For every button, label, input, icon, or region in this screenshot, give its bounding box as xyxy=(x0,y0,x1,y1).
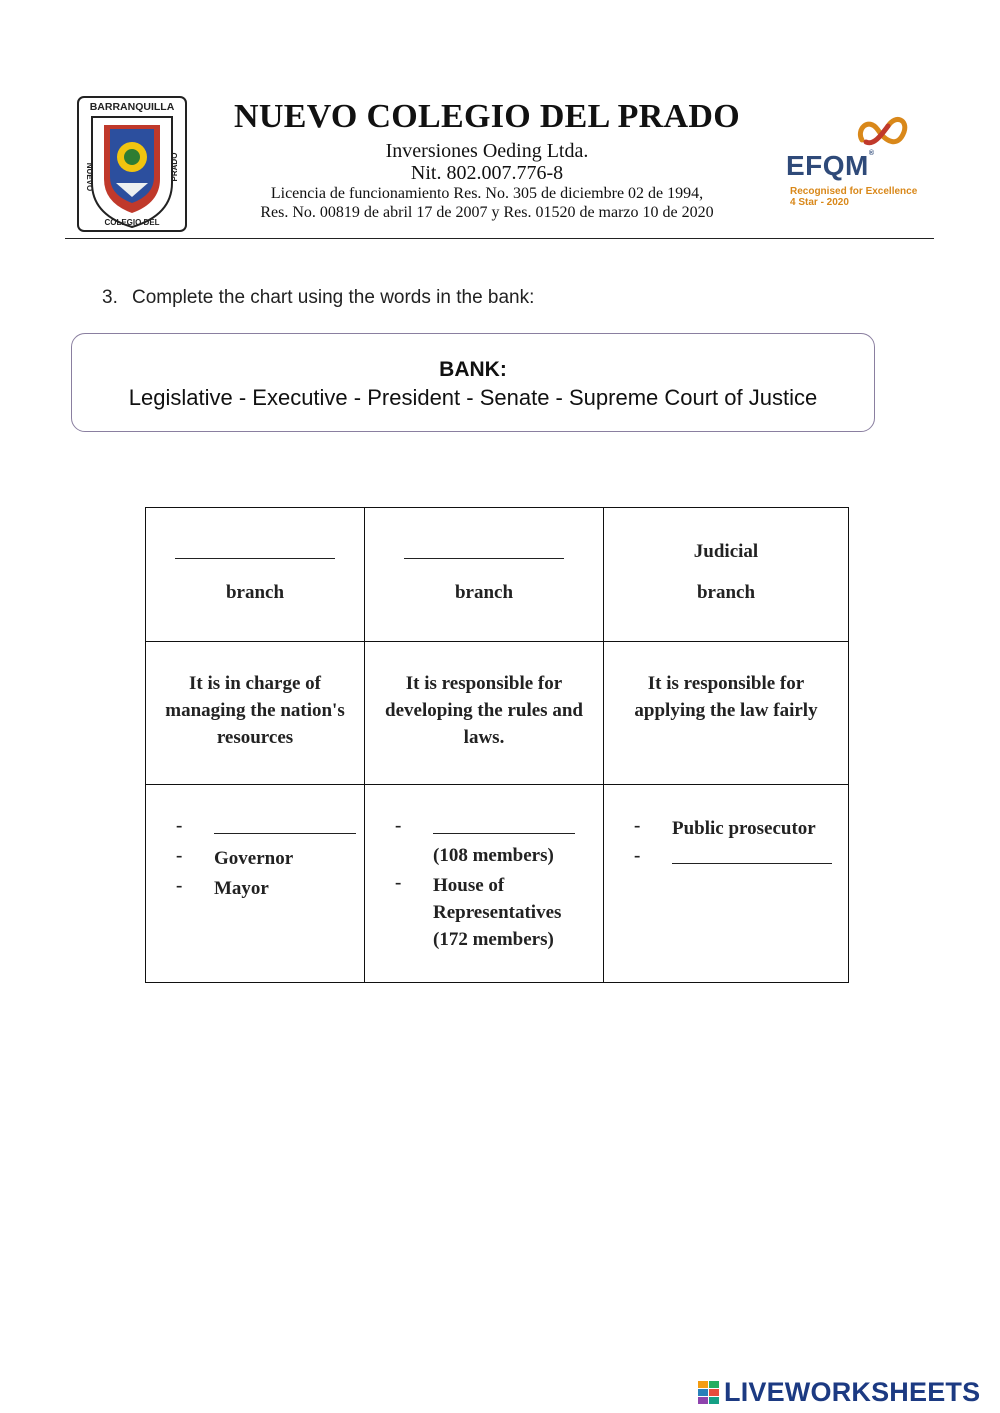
nit-number: Nit. 802.007.776-8 xyxy=(410,162,564,184)
instruction-text: Complete the chart using the words in the bank: xyxy=(132,287,535,308)
license-line-2: Res. No. 00819 de abril 17 de 2007 y Res. 01520 de marzo 10 de 2020 xyxy=(260,204,714,221)
branch-name-blank-1[interactable] xyxy=(175,538,335,559)
liveworksheets-icon xyxy=(698,1381,720,1405)
list-item: - Governor xyxy=(176,845,294,869)
crest-text-top: BARRANQUILLA xyxy=(89,101,175,113)
instruction xyxy=(102,287,534,309)
efqm-logo xyxy=(786,112,926,212)
members-cell xyxy=(365,785,604,983)
legislative-header-cell xyxy=(365,508,604,642)
branch-name-blank-2[interactable] xyxy=(404,538,564,559)
crest-text-bottom: COLEGIO DEL xyxy=(104,218,160,227)
description-text: It is responsible for developing the rules and laws. xyxy=(385,673,583,748)
license-line-1: Licencia de funcionamiento Res. No. 305 de diciembre 02 de 1994, xyxy=(270,185,704,202)
executive-blank[interactable] xyxy=(214,815,356,834)
table-row xyxy=(146,642,849,785)
description-cell xyxy=(146,642,365,785)
efqm-recognised: Recognised for Excellence xyxy=(790,186,918,197)
instruction-number: 3. xyxy=(102,287,118,308)
crest-text-left: NUEVO xyxy=(85,162,94,192)
members-cell xyxy=(604,785,849,983)
branches-chart xyxy=(145,507,849,983)
list-item: - (108 members) xyxy=(365,815,603,869)
list-item: - House of Representatives (172 members) xyxy=(395,872,562,950)
infinity-icon xyxy=(854,112,910,152)
judicial-header-cell xyxy=(604,508,849,642)
branch-label: branch xyxy=(696,582,756,603)
executive-header-cell xyxy=(146,508,365,642)
judicial-blank[interactable] xyxy=(672,845,832,864)
description-text: It is in charge of managing the nation's resources xyxy=(165,673,345,748)
list-item: - Mayor xyxy=(176,875,269,899)
crest-text-right: PRADO xyxy=(170,152,179,182)
word-bank-box xyxy=(71,333,875,432)
list-item: - xyxy=(146,815,364,842)
description-cell xyxy=(604,642,849,785)
school-name: NUEVO COLEGIO DEL PRADO xyxy=(234,98,740,135)
judicial-title: Judicial xyxy=(693,541,759,562)
description-cell xyxy=(365,642,604,785)
school-crest-logo xyxy=(76,95,188,233)
list-item: - Public prosecutor xyxy=(634,815,816,839)
efqm-wordmark: EFQM® xyxy=(786,150,875,181)
branch-label: branch xyxy=(454,582,514,603)
legislative-blank[interactable] xyxy=(433,815,575,834)
table-row xyxy=(146,508,849,642)
company-name: Inversiones Oeding Ltda. xyxy=(385,140,589,162)
members-cell xyxy=(146,785,365,983)
description-text: It is responsible for applying the law fairly xyxy=(634,673,818,721)
word-bank-title: BANK: xyxy=(439,358,507,381)
efqm-year: 4 Star - 2020 xyxy=(790,197,849,208)
branch-label: branch xyxy=(225,582,285,603)
word-bank-words: Legislative - Executive - President - Senate - Supreme Court of Justice xyxy=(128,385,818,410)
table-row xyxy=(146,785,849,983)
header-divider xyxy=(65,238,934,239)
list-item: - xyxy=(604,845,848,872)
liveworksheets-wordmark: LIVEWORKSHEETS xyxy=(724,1377,981,1407)
